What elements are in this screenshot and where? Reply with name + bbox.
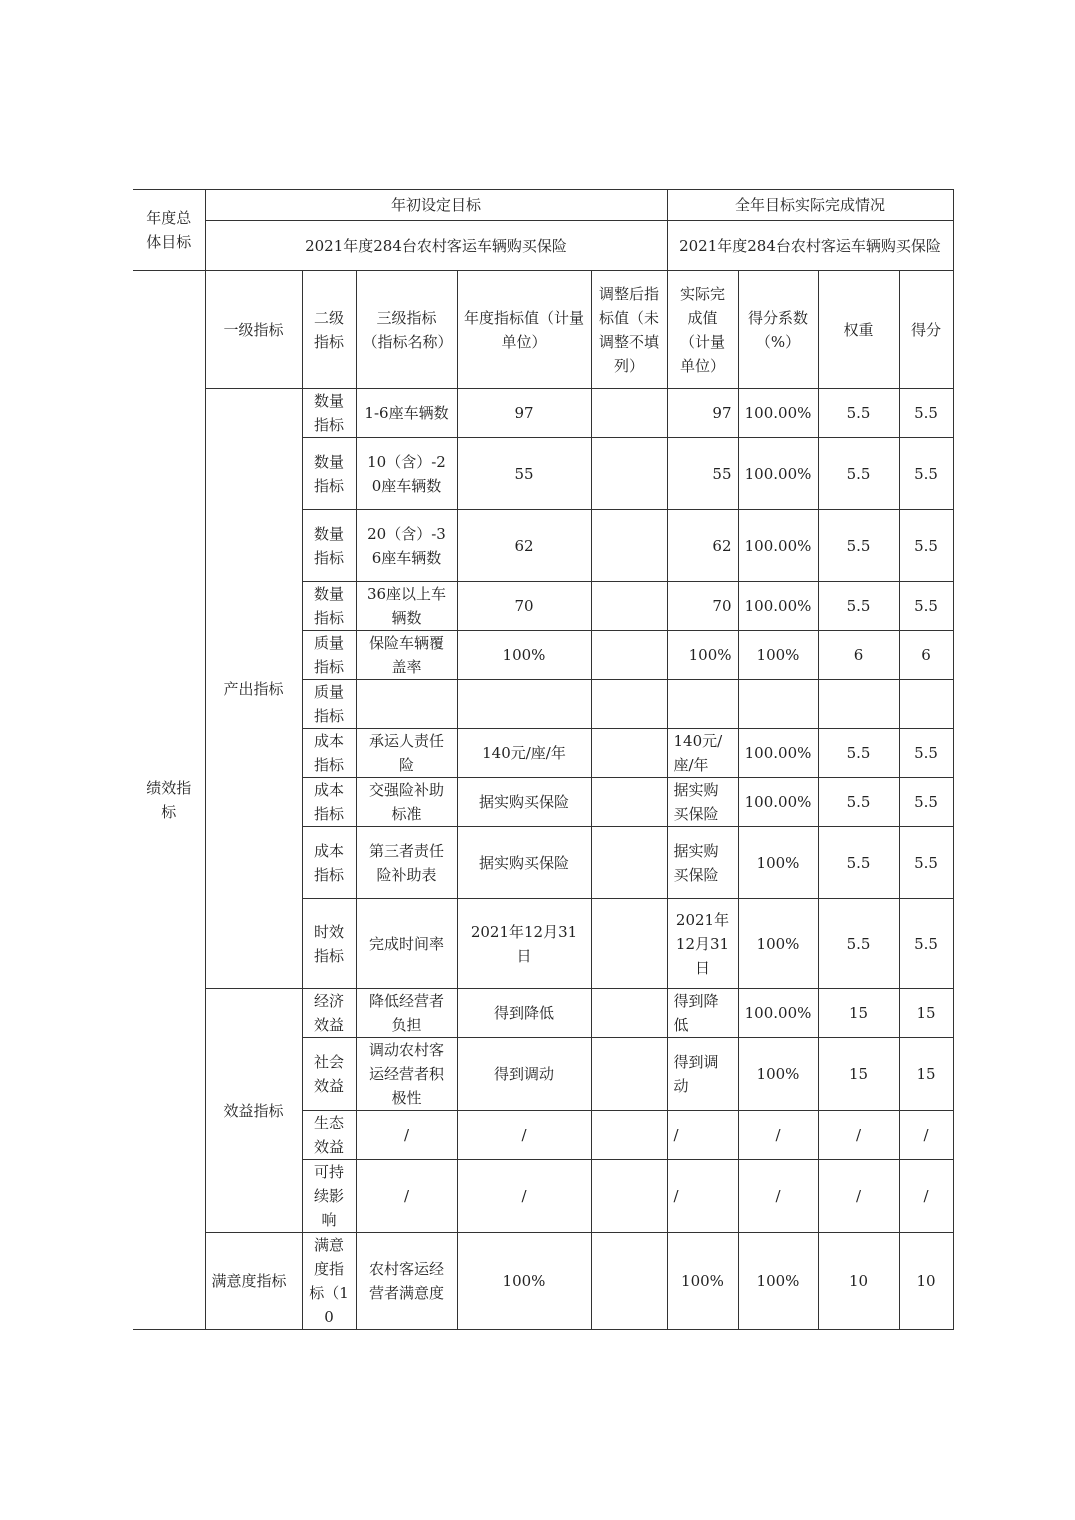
- cell-actual: 据实购买保险: [667, 827, 738, 899]
- cell-score: 5.5: [899, 827, 953, 899]
- cell-weight: 5.5: [818, 389, 899, 438]
- initial-target-label: 年初设定目标: [205, 190, 667, 221]
- cell-score: 5.5: [899, 729, 953, 778]
- cell-l3: 36座以上车辆数: [356, 582, 457, 631]
- cell-l3: 1-6座车辆数: [356, 389, 457, 438]
- cell-annual: 100%: [457, 1233, 591, 1330]
- cell-l2: 成本指标: [302, 778, 356, 827]
- cell-l2: 时效指标: [302, 899, 356, 989]
- cell-coef: 100.00%: [738, 510, 818, 582]
- cell-actual: /: [667, 1111, 738, 1160]
- cell-adjusted: [591, 1111, 667, 1160]
- cell-adjusted: [591, 729, 667, 778]
- cell-l2: 生态效益: [302, 1111, 356, 1160]
- group-output: 产出指标: [205, 389, 302, 989]
- cell-score: 5.5: [899, 778, 953, 827]
- cell-adjusted: [591, 827, 667, 899]
- cell-l2: 社会效益: [302, 1038, 356, 1111]
- cell-annual: 55: [457, 438, 591, 510]
- cell-coef: 100.00%: [738, 778, 818, 827]
- cell-actual: 2021年12月31日: [667, 899, 738, 989]
- cell-coef: /: [738, 1111, 818, 1160]
- cell-weight: 5.5: [818, 582, 899, 631]
- cell-annual: 据实购买保险: [457, 827, 591, 899]
- col-level2: 二级指标: [302, 271, 356, 389]
- cell-weight: 15: [818, 989, 899, 1038]
- cell-weight: 5.5: [818, 438, 899, 510]
- performance-table: [133, 189, 954, 1330]
- cell-coef: 100.00%: [738, 729, 818, 778]
- cell-actual: 得到降低: [667, 989, 738, 1038]
- cell-actual: 据实购买保险: [667, 778, 738, 827]
- cell-score: 10: [899, 1233, 953, 1330]
- cell-l3: 承运人责任险: [356, 729, 457, 778]
- cell-weight: 10: [818, 1233, 899, 1330]
- cell-weight: /: [818, 1160, 899, 1233]
- actual-label: 全年目标实际完成情况: [667, 190, 953, 221]
- cell-annual: /: [457, 1160, 591, 1233]
- cell-adjusted: [591, 510, 667, 582]
- cell-l3: [356, 680, 457, 729]
- cell-l3: /: [356, 1111, 457, 1160]
- cell-l3: /: [356, 1160, 457, 1233]
- cell-l2: 可持续影响: [302, 1160, 356, 1233]
- cell-coef: 100%: [738, 631, 818, 680]
- group-satisfaction: 满意度指标: [205, 1233, 302, 1330]
- cell-actual: 55: [667, 438, 738, 510]
- cell-coef: 100%: [738, 1233, 818, 1330]
- cell-score: /: [899, 1111, 953, 1160]
- cell-annual: 2021年12月31日: [457, 899, 591, 989]
- cell-l2: 质量指标: [302, 680, 356, 729]
- cell-coef: 100.00%: [738, 438, 818, 510]
- cell-coef: 100%: [738, 827, 818, 899]
- cell-weight: 5.5: [818, 729, 899, 778]
- col-actual: 实际完成值（计量单位）: [667, 271, 738, 389]
- cell-weight: 5.5: [818, 827, 899, 899]
- cell-l3: 降低经营者负担: [356, 989, 457, 1038]
- actual-text: 2021年度284台农村客运车辆购买保险: [667, 221, 953, 271]
- cell-l2: 数量指标: [302, 582, 356, 631]
- cell-annual: 62: [457, 510, 591, 582]
- cell-actual: /: [667, 1160, 738, 1233]
- cell-adjusted: [591, 778, 667, 827]
- cell-adjusted: [591, 438, 667, 510]
- cell-l3: 调动农村客运经营者积极性: [356, 1038, 457, 1111]
- cell-weight: 5.5: [818, 510, 899, 582]
- cell-l3: 20（含）-36座车辆数: [356, 510, 457, 582]
- cell-coef: 100%: [738, 1038, 818, 1111]
- cell-l2: 满意度指标（10: [302, 1233, 356, 1330]
- cell-l3: 交强险补助标准: [356, 778, 457, 827]
- cell-adjusted: [591, 631, 667, 680]
- cell-adjusted: [591, 582, 667, 631]
- cell-coef: 100.00%: [738, 989, 818, 1038]
- overall-goal-label: 年度总体目标: [133, 190, 205, 271]
- cell-score: [899, 680, 953, 729]
- initial-target-text: 2021年度284台农村客运车辆购买保险: [205, 221, 667, 271]
- cell-annual: 140元/座/年: [457, 729, 591, 778]
- cell-weight: 15: [818, 1038, 899, 1111]
- cell-l3: 农村客运经营者满意度: [356, 1233, 457, 1330]
- cell-annual: 97: [457, 389, 591, 438]
- cell-l2: 经济效益: [302, 989, 356, 1038]
- cell-l2: 成本指标: [302, 827, 356, 899]
- cell-adjusted: [591, 680, 667, 729]
- cell-coef: 100%: [738, 899, 818, 989]
- cell-annual: 100%: [457, 631, 591, 680]
- cell-weight: /: [818, 1111, 899, 1160]
- cell-adjusted: [591, 989, 667, 1038]
- cell-adjusted: [591, 389, 667, 438]
- cell-l3: 保险车辆覆盖率: [356, 631, 457, 680]
- perf-label: 绩效指标: [133, 271, 205, 1330]
- cell-weight: [818, 680, 899, 729]
- cell-adjusted: [591, 1233, 667, 1330]
- cell-l2: 数量指标: [302, 510, 356, 582]
- cell-coef: /: [738, 1160, 818, 1233]
- cell-l2: 数量指标: [302, 438, 356, 510]
- cell-coef: [738, 680, 818, 729]
- group-benefit: 效益指标: [205, 989, 302, 1233]
- cell-score: 5.5: [899, 510, 953, 582]
- cell-l2: 成本指标: [302, 729, 356, 778]
- cell-l2: 数量指标: [302, 389, 356, 438]
- cell-score: 6: [899, 631, 953, 680]
- col-level3: 三级指标（指标名称）: [356, 271, 457, 389]
- cell-adjusted: [591, 899, 667, 989]
- col-adjusted: 调整后指标值（未调整不填列）: [591, 271, 667, 389]
- table-row: [133, 389, 953, 438]
- cell-actual: 100%: [667, 631, 738, 680]
- col-annual: 年度指标值（计量单位）: [457, 271, 591, 389]
- cell-l3: 10（含）-20座车辆数: [356, 438, 457, 510]
- cell-score: 5.5: [899, 438, 953, 510]
- cell-score: 5.5: [899, 582, 953, 631]
- cell-annual: 据实购买保险: [457, 778, 591, 827]
- cell-score: 5.5: [899, 389, 953, 438]
- cell-actual: [667, 680, 738, 729]
- table-row: [133, 989, 953, 1038]
- col-score-coef: 得分系数（%）: [738, 271, 818, 389]
- cell-weight: 6: [818, 631, 899, 680]
- col-score: 得分: [899, 271, 953, 389]
- col-level1: 一级指标: [205, 271, 302, 389]
- cell-score: 15: [899, 1038, 953, 1111]
- cell-l3: 第三者责任险补助表: [356, 827, 457, 899]
- cell-coef: 100.00%: [738, 389, 818, 438]
- cell-actual: 62: [667, 510, 738, 582]
- cell-annual: 得到调动: [457, 1038, 591, 1111]
- cell-score: /: [899, 1160, 953, 1233]
- cell-score: 15: [899, 989, 953, 1038]
- cell-actual: 97: [667, 389, 738, 438]
- cell-annual: /: [457, 1111, 591, 1160]
- cell-adjusted: [591, 1160, 667, 1233]
- cell-l3: 完成时间率: [356, 899, 457, 989]
- cell-annual: [457, 680, 591, 729]
- cell-actual: 得到调动: [667, 1038, 738, 1111]
- cell-coef: 100.00%: [738, 582, 818, 631]
- cell-annual: 得到降低: [457, 989, 591, 1038]
- cell-weight: 5.5: [818, 899, 899, 989]
- cell-score: 5.5: [899, 899, 953, 989]
- cell-weight: 5.5: [818, 778, 899, 827]
- table-row: [133, 1233, 953, 1330]
- cell-actual: 70: [667, 582, 738, 631]
- cell-annual: 70: [457, 582, 591, 631]
- cell-l2: 质量指标: [302, 631, 356, 680]
- cell-actual: 100%: [667, 1233, 738, 1330]
- cell-adjusted: [591, 1038, 667, 1111]
- cell-actual: 140元/座/年: [667, 729, 738, 778]
- col-weight: 权重: [818, 271, 899, 389]
